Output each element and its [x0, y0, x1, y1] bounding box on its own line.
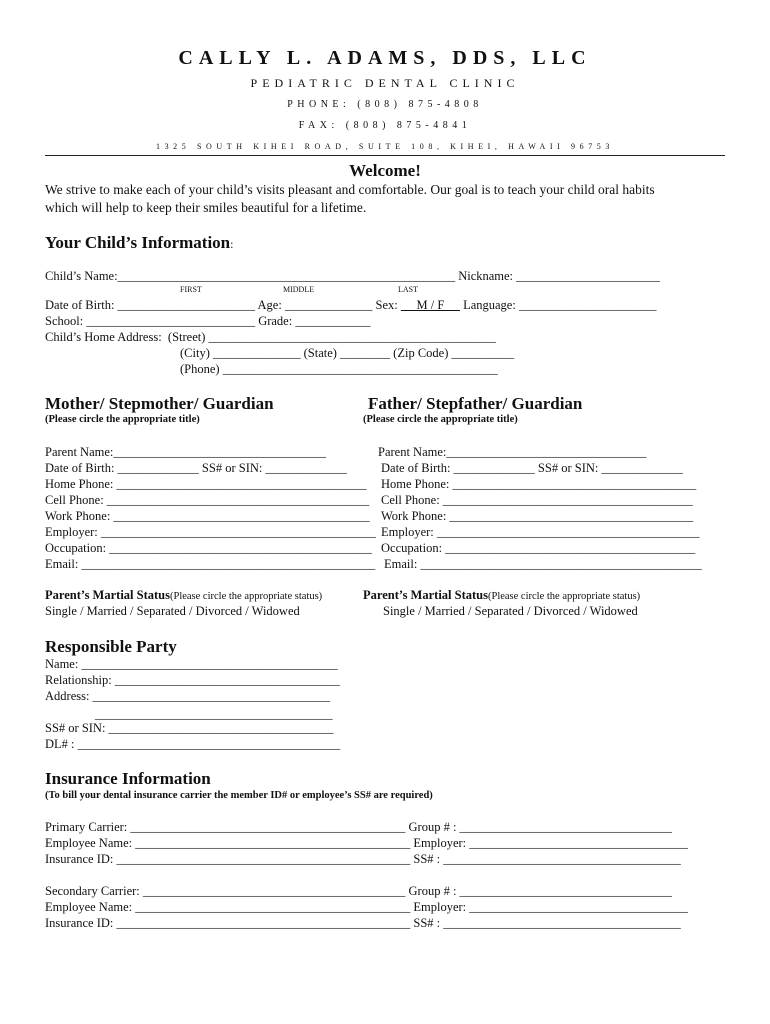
father-note: (Please circle the appropriate title) [363, 414, 518, 425]
welcome-text-line-1: We strive to make each of your child’s visits pleasant and comfortable. Our goal is to teach your child oral habits [45, 182, 655, 197]
mother-marital-status-note: (Please circle the appropriate status) [169, 591, 323, 602]
father-employer-field[interactable]: Employer: __________________________________________ [381, 525, 700, 539]
father-home-phone-field[interactable]: Home Phone: _______________________________________ [381, 477, 697, 491]
mother-marital-status-label [45, 589, 322, 603]
father-marital-status-label [363, 589, 640, 603]
father-cell-phone-field[interactable]: Cell Phone: ________________________________________ [381, 493, 693, 507]
responsible-ss-field[interactable]: SS# or SIN: ____________________________________ [45, 721, 334, 735]
mother-note: (Please circle the appropriate title) [45, 414, 200, 425]
secondary-insurance-id-field[interactable]: Insurance ID: _______________________________________________ SS# : ______________________________________ [45, 916, 681, 930]
primary-insurance-id-field[interactable]: Insurance ID: _______________________________________________ SS# : ______________________________________ [45, 852, 681, 866]
father-marital-status-options[interactable]: Single / Married / Separated / Divorced / Widowed [383, 604, 638, 618]
father-marital-status-title: Parent’s Martial Status [363, 588, 488, 602]
child-name-middle-caption: MIDDLE [283, 285, 315, 294]
primary-employee-field[interactable]: Employee Name: ____________________________________________ Employer: ___________________________________ [45, 836, 689, 850]
child-info-heading [45, 234, 233, 251]
child-address-street-field[interactable]: Child’s Home Address: (Street) ______________________________________________ [45, 330, 497, 344]
mother-occupation-field[interactable]: Occupation: __________________________________________ [45, 541, 372, 555]
responsible-address-line-2-field[interactable]: ______________________________________ [95, 707, 333, 721]
welcome-title: Welcome! [349, 161, 421, 180]
child-language-field[interactable]: Language: ______________________ [459, 298, 657, 312]
mother-marital-status-options[interactable]: Single / Married / Separated / Divorced / Widowed [45, 604, 300, 618]
child-dob-age-field[interactable]: Date of Birth: ______________________ Age: ______________ Sex: [45, 298, 401, 312]
father-marital-status-note: (Please circle the appropriate status) [487, 591, 641, 602]
mother-home-phone-field[interactable]: Home Phone: ________________________________________ [45, 477, 367, 491]
mother-marital-status-title: Parent’s Martial Status [45, 588, 170, 602]
mother-employer-field[interactable]: Employer: ____________________________________________ [45, 525, 376, 539]
primary-carrier-field[interactable]: Primary Carrier: ____________________________________________ Group # : __________________________________ [45, 820, 673, 834]
child-name-field[interactable]: Child’s Name:______________________________________________________ Nickname: _______________________ [45, 269, 660, 283]
welcome-text-line-2: which will help to keep their smiles beautiful for a lifetime. [45, 200, 367, 215]
secondary-employee-field[interactable]: Employee Name: ____________________________________________ Employer: ___________________________________ [45, 900, 689, 914]
mother-dob-field[interactable]: Date of Birth: _____________ SS# or SIN: _____________ [45, 461, 347, 475]
child-sex-field[interactable]: M / F [400, 298, 460, 312]
responsible-relationship-field[interactable]: Relationship: ____________________________________ [45, 673, 340, 687]
father-parent-name-field[interactable]: Parent Name:________________________________ [378, 445, 647, 459]
child-info-heading-colon: : [230, 237, 234, 251]
mother-heading: Mother/ Stepmother/ Guardian [45, 394, 274, 413]
child-school-field[interactable]: School: ___________________________ Grade: ____________ [45, 314, 371, 328]
practice-address: 1325 SOUTH KIHEI ROAD, SUITE 108, KIHEI, HAWAII 96753 [155, 142, 615, 151]
child-dob-row [45, 299, 656, 312]
child-info-heading-text: Your Child’s Information [45, 233, 231, 252]
practice-fax: FAX: (808) 875-4841 [298, 120, 472, 131]
responsible-name-field[interactable]: Name: _________________________________________ [45, 657, 338, 671]
secondary-carrier-field[interactable]: Secondary Carrier: __________________________________________ Group # : __________________________________ [45, 884, 673, 898]
father-dob-field[interactable]: Date of Birth: _____________ SS# or SIN: _____________ [381, 461, 683, 475]
child-address-city-field[interactable]: (City) ______________ (State) ________ (Zip Code) __________ [180, 346, 514, 360]
mother-parent-name-field[interactable]: Parent Name:__________________________________ [45, 445, 326, 459]
child-name-last-caption: LAST [398, 285, 418, 294]
letterhead-divider [45, 155, 725, 156]
insurance-note: (To bill your dental insurance carrier the member ID# or employee’s SS# are required) [45, 790, 433, 801]
father-work-phone-field[interactable]: Work Phone: _______________________________________ [381, 509, 694, 523]
mother-work-phone-field[interactable]: Work Phone: _________________________________________ [45, 509, 370, 523]
mother-cell-phone-field[interactable]: Cell Phone: __________________________________________ [45, 493, 370, 507]
insurance-heading: Insurance Information [45, 769, 211, 788]
responsible-address-field[interactable]: Address: ______________________________________ [45, 689, 331, 703]
father-heading: Father/ Stepfather/ Guardian [368, 394, 583, 413]
mother-email-field[interactable]: Email: _______________________________________________ [45, 557, 376, 571]
responsible-dl-field[interactable]: DL# : __________________________________________ [45, 737, 341, 751]
practice-subtitle: PEDIATRIC DENTAL CLINIC [250, 76, 520, 90]
child-name-first-caption: FIRST [180, 285, 202, 294]
father-email-field[interactable]: Email: _____________________________________________ [384, 557, 702, 571]
father-occupation-field[interactable]: Occupation: ________________________________________ [381, 541, 696, 555]
practice-name: CALLY L. ADAMS, DDS, LLC [178, 47, 592, 69]
responsible-party-heading: Responsible Party [45, 637, 177, 656]
child-phone-field[interactable]: (Phone) ____________________________________________ [180, 362, 498, 376]
practice-phone: PHONE: (808) 875-4808 [287, 99, 483, 110]
